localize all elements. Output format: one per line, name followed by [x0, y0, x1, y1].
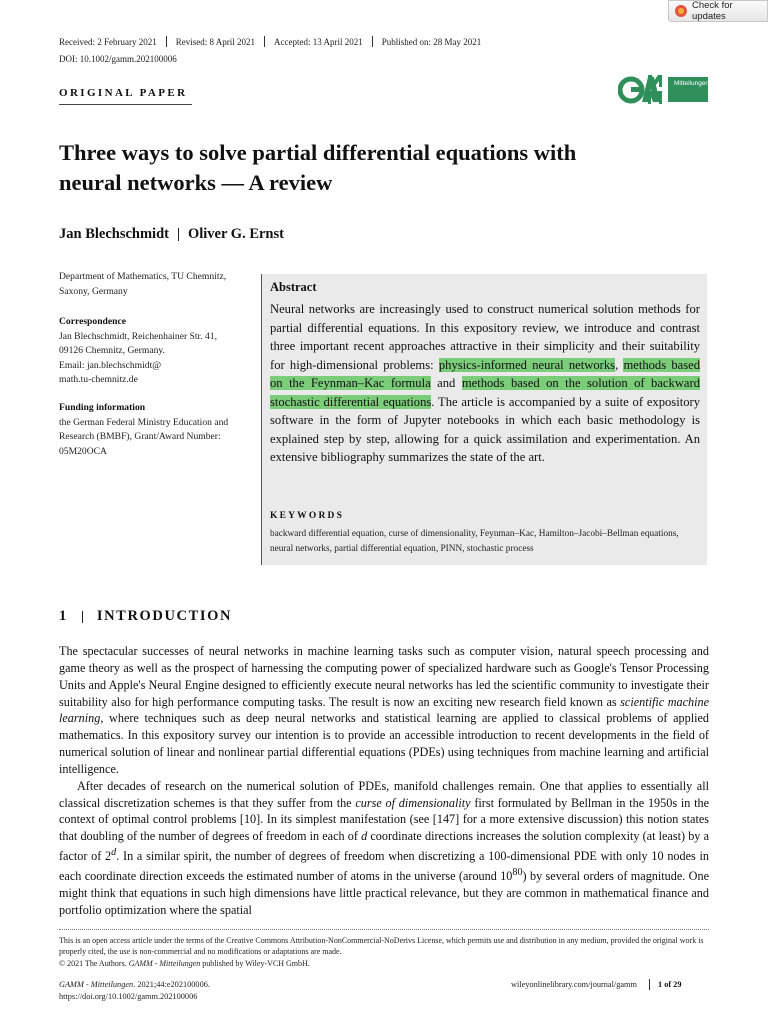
highlighted-phrase[interactable]: methods based on the Feynman–Kac formula [270, 357, 701, 390]
paragraph [59, 643, 709, 778]
funding-info [59, 401, 249, 459]
check-for-updates-button[interactable] [668, 0, 768, 22]
text-segment: . In a similar spirit, the number of degrees of freedom when discretizing a 100-dimensional PDE with only 10 nodes in each coordinate direction exceeds the estimated number of atoms in the universe (around 10 [59, 849, 709, 884]
highlighted-phrase[interactable]: physics-informed neural networks [438, 357, 616, 372]
logo-subtitle: Mitteilungen [674, 80, 710, 87]
abstract-segment: and [430, 376, 462, 390]
section-heading [59, 608, 232, 625]
abstract-segment: Neural networks are increasingly used to construct numerical solution methods for partial differential equations. In this expository review, we introduce and contrast three important recent approaches attractive in their simplicity and their suitability for high-dimensional problems: [270, 302, 700, 372]
keywords-heading: KEYWORDS [270, 511, 345, 521]
section-title: INTRODUCTION [96, 608, 233, 624]
divider [264, 36, 265, 47]
text-segment: first formulated by Bellman in the 1950s in the context of optimal control problems [10]. In its simplest manifestation (see [147] for a more extensive discussion) this notion states that doubling of the number of degrees of freedom in each of [59, 795, 709, 844]
affiliation: Department of Mathematics, TU Chemnitz, Saxony, Germany [59, 271, 227, 297]
text-segment: published by Wiley-VCH GmbH. [200, 958, 310, 968]
divider [82, 611, 83, 623]
copyright-line [59, 958, 709, 969]
license-footnote [59, 935, 709, 969]
text-segment: After decades of research on the numerical solution of PDEs, manifold challenges remain. One that applies to essentially all classical discretization schemes is that they suffer from the [59, 778, 709, 810]
footnote-rule [59, 929, 709, 930]
correspondence-heading: Correspondence [59, 316, 126, 327]
correspondence [59, 315, 249, 388]
keywords-text: backward differential equation, curse of dimensionality, Feynman–Kac, Hamilton–Jacobi–Bellman equations, neural networks, partial differential equation, PINN, stochastic process [270, 529, 679, 554]
intro-body [59, 643, 709, 919]
emphasis: scientific machine learning [59, 694, 709, 726]
citation-line [59, 979, 210, 991]
paper-title [59, 138, 699, 198]
publication-dates [59, 36, 481, 47]
page-number: 1 of 29 [657, 980, 682, 989]
published-date: Published on: 28 May 2021 [381, 36, 482, 47]
math-symbol: d [111, 847, 117, 859]
citation-footer [59, 979, 210, 1003]
revised-date: Revised: 8 April 2021 [175, 36, 255, 47]
correspondence-email[interactable]: Email: jan.blechschmidt@ [59, 359, 162, 371]
abstract-segment: . The article is accompanied by a suite of expository software in the form of Jupyter notebooks in which each basic methodology is explained step by step, allowing for a quick assimilation and experimentation. An extensive bibliography summarizes the state of the art. [270, 394, 700, 464]
divider [649, 979, 650, 990]
funding-text: the German Federal Ministry Education and Research (BMBF), Grant/Award Number: 05M20OCA [59, 416, 229, 457]
correspondence-line: 09126 Chemnitz, Germany. [59, 345, 165, 356]
title-line: neural networks — A review [59, 170, 333, 195]
correspondence-line: Jan Blechschmidt, Reichenhainer Str. 41, [59, 330, 217, 342]
text-segment: coordinate directions increases the solution complexity (at least) by a factor of 2 [59, 829, 709, 864]
page-footer [511, 979, 681, 990]
correspondence-email[interactable]: math.tu-chemnitz.de [59, 374, 138, 385]
accepted-date: Accepted: 13 April 2021 [273, 36, 363, 47]
update-icon [675, 5, 687, 17]
abstract-heading: Abstract [270, 280, 317, 294]
journal-name: GAMM - Mitteilungen [128, 958, 201, 968]
gamm-logo [618, 73, 708, 106]
journal-url[interactable]: wileyonlinelibrary.com/journal/gamm [511, 980, 637, 989]
math-symbol: d [361, 829, 368, 844]
text-segment: ) by several orders of magnitude. One might think that equations in such high dimensions have little practical relevance, but they are common in mathematical finance and portfolio optimization where the spatial [59, 869, 709, 917]
paragraph [59, 778, 709, 919]
abstract-segment: , [615, 357, 624, 372]
article-type-rule [59, 104, 192, 105]
emphasis: curse of dimensionality [355, 795, 471, 810]
citation-details: . 2021;44:e202100006. [133, 980, 210, 989]
divider [372, 36, 373, 47]
section-number: 1 [59, 608, 68, 624]
article-type: ORIGINAL PAPER [59, 87, 188, 99]
divider [178, 228, 179, 241]
doi[interactable]: DOI: 10.1002/gamm.202100006 [59, 54, 177, 64]
author-list [59, 226, 284, 243]
journal-name: GAMM - Mitteilungen [59, 980, 134, 989]
abstract-text [270, 300, 700, 467]
author[interactable]: Jan Blechschmidt [59, 226, 169, 242]
abstract-rule [261, 274, 262, 565]
funding-heading: Funding information [59, 402, 146, 413]
check-for-updates-label: Check for updates [692, 0, 733, 22]
author[interactable]: Oliver G. Ernst [187, 226, 284, 242]
license-text: This is an open access article under the terms of the Creative Commons Attribution-NonCommercial-NoDerivs License, which permits use and distribution in any medium, provided the original work is properly cited, the use is non-commercial and no modifications or adaptations are made. [59, 936, 704, 957]
doi-link[interactable]: https://doi.org/10.1002/gamm.202100006 [59, 992, 198, 1001]
divider [166, 36, 167, 47]
text-segment: , where techniques such as deep neural networks and statistical learning are applied to classical problems of applied mathematics. In this expository survey our intention is to provide an accessible introduction to recent developments in the field of numerical solution of linear and nonlinear partial differential equations (PDEs) using techniques from machine learning and artificial intelligence. [59, 711, 709, 776]
exponent: 80 [512, 867, 523, 879]
title-line: Three ways to solve partial differential equations with [59, 140, 577, 165]
text-segment: The spectacular successes of neural networks in machine learning tasks such as computer vision, natural speech processing and game theory as well as the prospect of harnessing the computing power of specialized hardware such as Google's Tensor Processing Units and Apple's Neural Engine designed to efficiently execute neural networks has led the scientific community to investigate their suitability also for high performance computing tasks. The result is now an exciting new research field known as [59, 644, 709, 709]
received-date: Received: 2 February 2021 [59, 36, 157, 47]
text-segment: © 2021 The Authors. [59, 958, 129, 968]
highlighted-phrase[interactable]: methods based on the solution of backward stochastic differential equations [270, 376, 700, 409]
